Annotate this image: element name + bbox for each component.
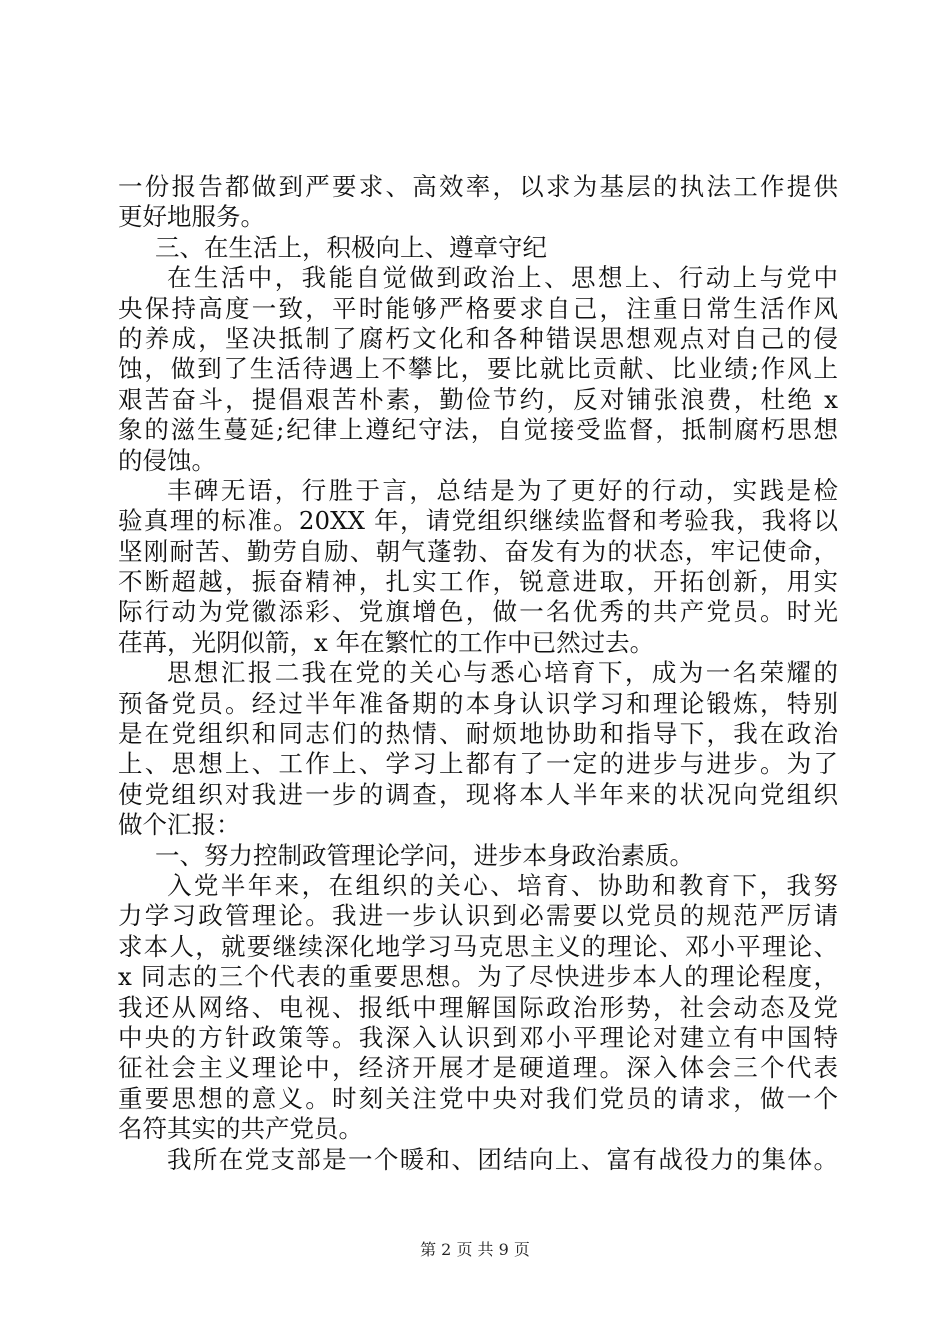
- text-line: 三、在生活上，积极向上、遵章守纪: [155, 232, 547, 262]
- text-line: 使党组织对我进一步的调查，现将本人半年来的状况向党组织: [118, 779, 838, 809]
- text-line: 求本人，就要继续深化地学习马克思主义的理论、邓小平理论、: [118, 931, 838, 961]
- text-line: 更好地服务。: [118, 202, 265, 232]
- text-line: 荏苒，光阴似箭，x 年在繁忙的工作中已然过去。: [118, 627, 655, 657]
- text-line: 央保持高度一致，平时能够严格要求自己，注重日常生活作风: [118, 293, 838, 323]
- text-line: 不断超越，振奋精神，扎实工作，锐意进取，开拓创新，用实: [118, 567, 838, 597]
- text-line: 丰碑无语，行胜于言，总结是为了更好的行动，实践是检: [167, 475, 838, 505]
- text-line: 我还从网络、电视、报纸中理解国际政治形势，社会动态及党: [118, 992, 838, 1022]
- text-line: 中央的方针政策等。我深入认识到邓小平理论对建立有中国特: [118, 1022, 838, 1052]
- text-line: 在生活中，我能自觉做到政治上、思想上、行动上与党中: [167, 263, 838, 293]
- text-line: 一、努力控制政管理论学问，进步本身政治素质。: [155, 840, 694, 870]
- text-line: 艰苦奋斗，提倡艰苦朴素，勤俭节约，反对铺张浪费，杜绝 x: [118, 384, 838, 414]
- text-line: 验真理的标准。20XX 年，请党组织继续监督和考验我，我将以: [118, 506, 838, 536]
- text-line: 入党半年来，在组织的关心、培育、协助和教育下，我努: [167, 870, 838, 900]
- text-line: 力学习政管理论。我进一步认识到必需要以党员的规范严厉请: [118, 901, 838, 931]
- text-line: 我所在党支部是一个暖和、团结向上、富有战役力的集体。: [167, 1144, 838, 1174]
- text-line: 际行动为党徽添彩、党旗增色，做一名优秀的共产党员。时光: [118, 597, 838, 627]
- text-line: 是在党组织和同志们的热情、耐烦地协助和指导下，我在政治: [118, 719, 838, 749]
- text-line: x 同志的三个代表的重要思想。为了尽快进步本人的理论程度，: [118, 962, 838, 992]
- text-line: 征社会主义理论中，经济开展才是硬道理。深入体会三个代表: [118, 1053, 838, 1083]
- text-line: 坚刚耐苦、勤劳自励、朝气蓬勃、奋发有为的状态，牢记使命，: [118, 536, 838, 566]
- text-line: 预备党员。经过半年准备期的本身认识学习和理论锻炼，特别: [118, 688, 838, 718]
- text-line: 象的滋生蔓延;纪律上遵纪守法，自觉接受监督，抵制腐朽思想: [118, 415, 838, 445]
- page-footer: 第 2 页 共 9 页: [420, 1240, 530, 1259]
- text-line: 思想汇报二我在党的关心与悉心培育下，成为一名荣耀的: [167, 658, 838, 688]
- text-line: 重要思想的意义。时刻关注党中央对我们党员的请求，做一个: [118, 1083, 838, 1113]
- text-line: 一份报告都做到严要求、高效率，以求为基层的执法工作提供: [118, 172, 838, 201]
- text-line: 的养成，坚决抵制了腐朽文化和各种错误思想观点对自己的侵: [118, 323, 838, 353]
- text-line: 名符其实的共产党员。: [118, 1114, 363, 1144]
- document-body: [118, 172, 838, 1175]
- text-line: 蚀，做到了生活待遇上不攀比，要比就比贡献、比业绩;作风上: [118, 354, 838, 384]
- text-line: 上、思想上、工作上、学习上都有了一定的进步与进步。为了: [118, 749, 838, 779]
- text-line: 做个汇报：: [118, 810, 241, 840]
- text-line: 的侵蚀。: [118, 445, 216, 475]
